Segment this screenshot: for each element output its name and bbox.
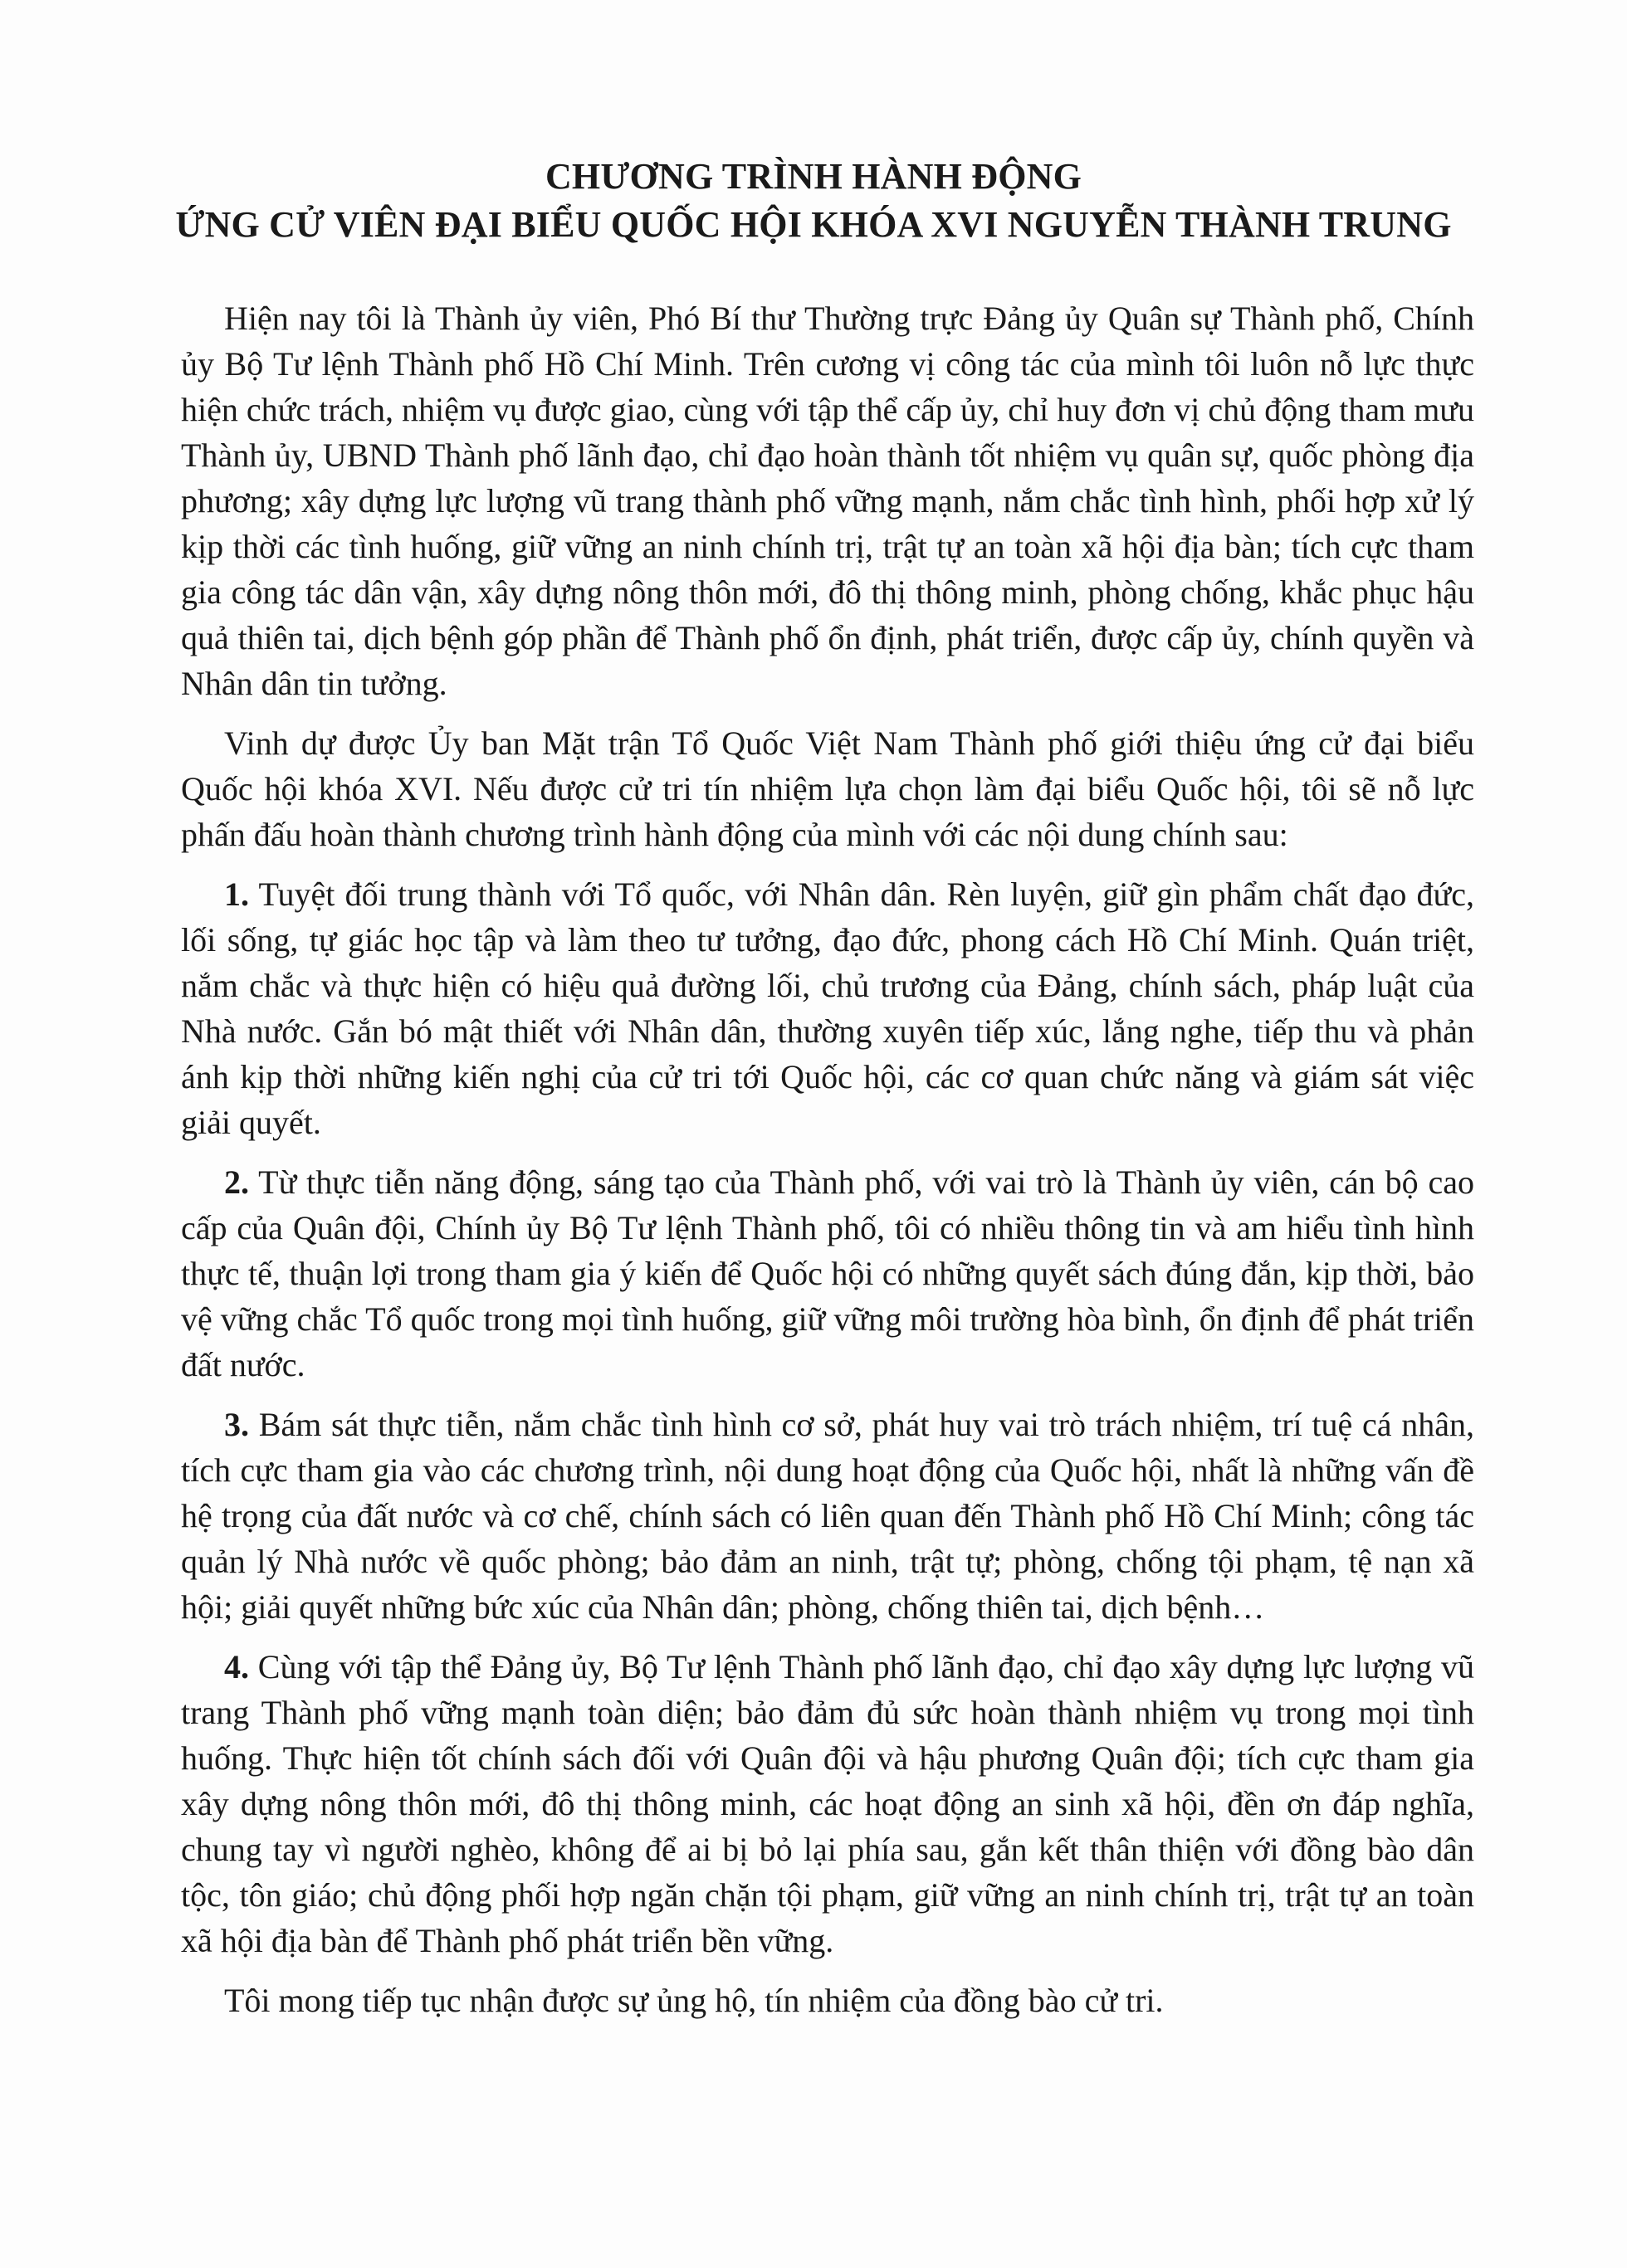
document-body: [181, 295, 1474, 2037]
item-number: 1.: [224, 875, 249, 913]
item-number: 3.: [224, 1406, 249, 1443]
item-text: Từ thực tiễn năng động, sáng tạo của Thành phố, với vai trò là Thành ủy viên, cán bộ cao cấp của Quân đội, Chính ủy Bộ Tư lệnh Thành phố, tôi có nhiều thông tin và am hiểu tình hình thực tế, thuận lợi trong tham gia ý kiến để Quốc hội có những quyết sách đúng đắn, kịp thời, bảo vệ vững chắc Tổ quốc trong mọi tình huống, giữ vững môi trường hòa bình, ổn định để phát triển đất nước.: [181, 1163, 1474, 1383]
document-subtitle: ỨNG CỬ VIÊN ĐẠI BIỂU QUỐC HỘI KHÓA XVI NGUYỄN THÀNH TRUNG: [175, 204, 1452, 245]
item-number: 2.: [224, 1163, 249, 1201]
item-text: Bám sát thực tiễn, nắm chắc tình hình cơ sở, phát huy vai trò trách nhiệm, trí tuệ cá nhân, tích cực tham gia vào các chương trình, nội dung hoạt động của Quốc hội, nhất là những vấn đề hệ trọng của đất nước và cơ chế, chính sách có liên quan đến Thành phố Hồ Chí Minh; công tác quản lý Nhà nước về quốc phòng; bảo đảm an ninh, trật tự; phòng, chống tội phạm, tệ nạn xã hội; giải quyết những bức xúc của Nhân dân; phòng, chống thiên tai, dịch bệnh…: [181, 1406, 1474, 1626]
program-item-3: [181, 1402, 1474, 1630]
program-item-2: [181, 1159, 1474, 1388]
intro-paragraph-1: Hiện nay tôi là Thành ủy viên, Phó Bí thư Thường trực Đảng ủy Quân sự Thành phố, Chính ủy Bộ Tư lệnh Thành phố Hồ Chí Minh. Trên cương vị công tác của mình tôi luôn nỗ lực thực hiện chức trách, nhiệm vụ được giao, cùng với tập thể cấp ủy, chỉ huy đơn vị chủ động tham mưu Thành ủy, UBND Thành phố lãnh đạo, chỉ đạo hoàn thành tốt nhiệm vụ quân sự, quốc phòng địa phương; xây dựng lực lượng vũ trang thành phố vững mạnh, nắm chắc tình hình, phối hợp xử lý kịp thời các tình huống, giữ vững an ninh chính trị, trật tự an toàn xã hội địa bàn; tích cực tham gia công tác dân vận, xây dựng nông thôn mới, đô thị thông minh, phòng chống, khắc phục hậu quả thiên tai, dịch bệnh góp phần để Thành phố ổn định, phát triển, được cấp ủy, chính quyền và Nhân dân tin tưởng.: [181, 300, 1474, 702]
document-title: CHƯƠNG TRÌNH HÀNH ĐỘNG: [545, 156, 1082, 197]
item-text: Tuyệt đối trung thành với Tổ quốc, với Nhân dân. Rèn luyện, giữ gìn phẩm chất đạo đức, lối sống, tự giác học tập và làm theo tư tưởng, đạo đức, phong cách Hồ Chí Minh. Quán triệt, nắm chắc và thực hiện có hiệu quả đường lối, chủ trương của Đảng, chính sách, pháp luật của Nhà nước. Gắn bó mật thiết với Nhân dân, thường xuyên tiếp xúc, lắng nghe, tiếp thu và phản ánh kịp thời những kiến nghị của cử tri tới Quốc hội, các cơ quan chức năng và giám sát việc giải quyết.: [181, 875, 1474, 1141]
program-item-1: [181, 871, 1474, 1145]
closing-paragraph: Tôi mong tiếp tục nhận được sự ủng hộ, tín nhiệm của đồng bào cử tri.: [224, 1982, 1164, 2019]
intro-paragraph-2: Vinh dự được Ủy ban Mặt trận Tổ Quốc Việt Nam Thành phố giới thiệu ứng cử đại biểu Quốc hội khóa XVI. Nếu được cử tri tín nhiệm lựa chọn làm đại biểu Quốc hội, tôi sẽ nỗ lực phấn đấu hoàn thành chương trình hành động của mình với các nội dung chính sau:: [181, 724, 1474, 853]
item-text: Cùng với tập thể Đảng ủy, Bộ Tư lệnh Thành phố lãnh đạo, chỉ đạo xây dựng lực lượng vũ trang Thành phố vững mạnh toàn diện; bảo đảm đủ sức hoàn thành nhiệm vụ trong mọi tình huống. Thực hiện tốt chính sách đối với Quân đội và hậu phương Quân đội; tích cực tham gia xây dựng nông thôn mới, đô thị thông minh, các hoạt động an sinh xã hội, đền ơn đáp nghĩa, chung tay vì người nghèo, không để ai bị bỏ lại phía sau, gắn kết thân thiện với đồng bào dân tộc, tôn giáo; chủ động phối hợp ngăn chặn tội phạm, giữ vững an ninh chính trị, trật tự an toàn xã hội địa bàn để Thành phố phát triển bền vững.: [181, 1648, 1475, 1959]
program-item-4: [181, 1644, 1474, 1963]
item-number: 4.: [224, 1648, 249, 1685]
